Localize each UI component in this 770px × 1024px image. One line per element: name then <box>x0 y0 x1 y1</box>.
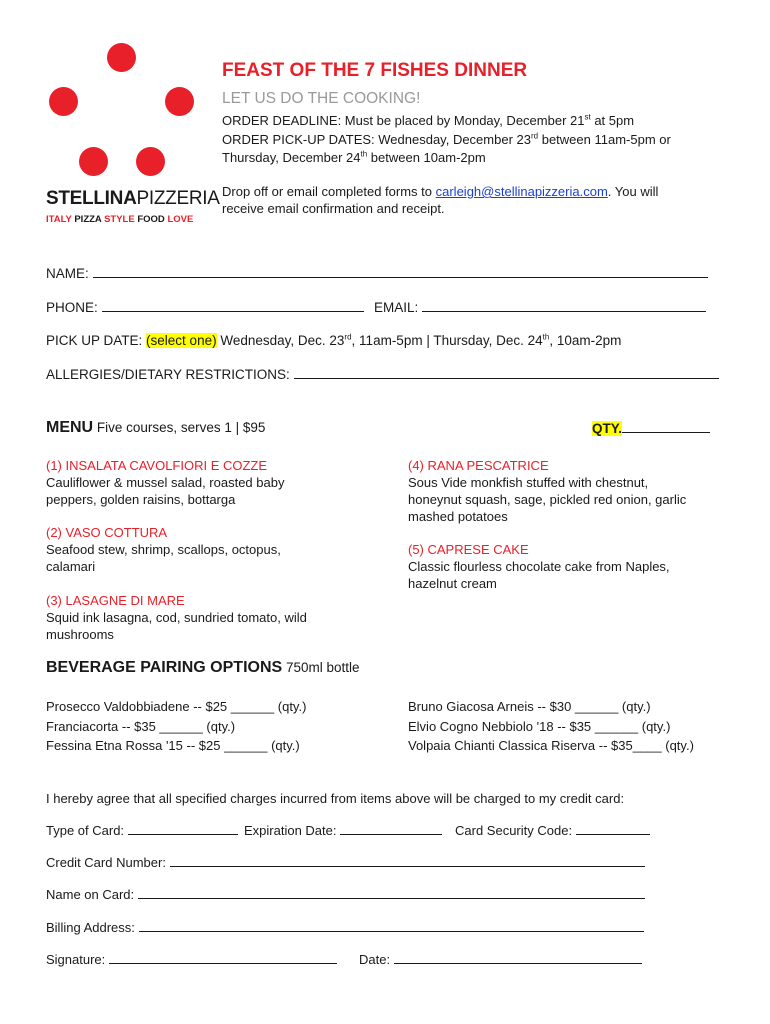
beverage-item[interactable]: Franciacorta -- $35 ______ (qty.) <box>46 718 236 734</box>
course-description: Classic flourless chocolate cake from Naples, <box>408 559 670 574</box>
course-title: (4) RANA PESCATRICE <box>408 458 549 473</box>
billing-address-field[interactable] <box>139 920 644 932</box>
logo-wordmark <box>46 188 220 210</box>
pickup-label: PICK UP DATE: <box>46 333 143 348</box>
beverage-list-left <box>46 697 306 756</box>
course-title: (3) LASAGNE DI MARE <box>46 593 185 608</box>
email-row <box>374 300 706 315</box>
logo-dot-bottom-right <box>136 147 165 176</box>
menu-course-3 <box>46 592 307 643</box>
beverage-list-right <box>408 697 694 756</box>
payment-agreement: I hereby agree that all specified charges incurred from items above will be charged to my credit card: <box>46 791 625 806</box>
allergies-field[interactable] <box>294 367 719 379</box>
menu-course-4 <box>408 457 686 525</box>
deadline-sup: st <box>584 112 591 122</box>
beverage-heading: BEVERAGE PAIRING OPTIONS <box>46 659 283 676</box>
beverage-item[interactable]: Elvio Cogno Nebbiolo '18 -- $35 ______ (qty.) <box>408 718 671 734</box>
order-deadline <box>222 113 634 128</box>
pickup-option-thursday[interactable]: $^{th}$, 10am-2pm <box>542 332 622 348</box>
email-field[interactable] <box>422 300 706 312</box>
logo-dot-right <box>165 87 194 116</box>
dropoff-text-b: . You will <box>607 184 659 199</box>
qty-field[interactable] <box>622 421 710 433</box>
course-title: (2) VASO COTTURA <box>46 525 168 540</box>
signature-row <box>46 952 337 967</box>
beverage-item[interactable]: Bruno Giacosa Arneis -- $30 ______ (qty.) <box>408 699 651 714</box>
security-code-field[interactable] <box>576 823 650 835</box>
phone-row <box>46 300 364 315</box>
card-number-row <box>46 855 645 870</box>
card-type-row <box>46 823 238 838</box>
date-field[interactable] <box>394 952 642 964</box>
tagline-food-2: FOOD <box>137 214 165 225</box>
pickup-option-wednesday[interactable]: Wednesday, Dec. 23rd, 11am-5pm | Thursday, Dec. 24 <box>216 332 543 348</box>
dropoff-instructions-line2: receive email confirmation and receipt. <box>222 201 445 216</box>
card-type-field[interactable] <box>128 823 238 835</box>
expiration-label: Expiration Date: <box>244 823 337 838</box>
pickup-text-c: Thursday, December 24 <box>222 150 361 165</box>
date-row <box>359 952 642 967</box>
name-on-card-field[interactable] <box>138 887 645 899</box>
beverage-item[interactable]: Fessina Etna Rossa '15 -- $25 ______ (qty.) <box>46 738 300 753</box>
course-description: mushrooms <box>46 627 114 642</box>
pickup-text-b: between 11am-5pm or <box>538 132 671 147</box>
menu-course-5 <box>408 541 670 592</box>
course-description: Squid ink lasagna, cod, sundried tomato, wild <box>46 610 307 625</box>
logo-dot-bottom-left <box>79 147 108 176</box>
security-code-label: Card Security Code: <box>455 823 573 838</box>
menu-course-1 <box>46 457 284 508</box>
beverage-heading-row <box>46 659 359 677</box>
card-number-label: Credit Card Number: <box>46 855 166 870</box>
pickup-sup-1: rd <box>530 131 539 141</box>
name-field[interactable] <box>93 266 708 278</box>
email-label: EMAIL: <box>374 300 419 315</box>
signature-field[interactable] <box>109 952 337 964</box>
logo-dot-top <box>107 43 136 72</box>
deadline-time: at 5pm <box>590 113 635 128</box>
course-description: Seafood stew, shrimp, scallops, octopus, <box>46 542 281 557</box>
allergies-row <box>46 367 719 382</box>
pickup-sup-2: th <box>360 149 368 159</box>
expiration-row <box>244 823 442 838</box>
menu-heading: MENU <box>46 419 94 436</box>
name-label: NAME: <box>46 266 89 281</box>
logo-brand-light: PIZZERIA <box>136 188 220 209</box>
logo-tagline <box>46 214 193 225</box>
logo-brand-bold: STELLINA <box>46 188 137 209</box>
signature-label: Signature: <box>46 952 106 967</box>
select-one-highlight: (select one) <box>146 333 217 348</box>
menu-course-2 <box>46 524 281 575</box>
page-subtitle: LET US DO THE COOKING! <box>222 90 421 107</box>
pickup-text-d: between 10am-2pm <box>367 150 486 165</box>
name-on-card-label: Name on Card: <box>46 887 135 902</box>
dropoff-text-a: Drop off or email completed forms to <box>222 184 436 199</box>
course-description: hazelnut cream <box>408 576 497 591</box>
phone-field[interactable] <box>102 300 364 312</box>
course-description: Sous Vide monkfish stuffed with chestnut, <box>408 475 649 490</box>
tagline-italy: ITALY <box>46 214 72 225</box>
logo-dot-left <box>49 87 78 116</box>
deadline-text: ORDER DEADLINE: Must be placed by Monday, December 21 <box>222 113 585 128</box>
course-title: (1) INSALATA CAVOLFIORI E COZZE <box>46 458 268 473</box>
date-label: Date: <box>359 952 391 967</box>
beverage-description: 750ml bottle <box>282 660 360 675</box>
dropoff-instructions <box>222 184 658 199</box>
phone-label: PHONE: <box>46 300 98 315</box>
course-description: calamari <box>46 559 96 574</box>
beverage-item[interactable]: Volpaia Chianti Classica Riserva -- $35____ (qty.) <box>408 738 694 753</box>
pickup-dates-line2 <box>222 150 486 165</box>
name-on-card-row <box>46 887 645 902</box>
course-description: mashed potatoes <box>408 509 508 524</box>
allergies-label: ALLERGIES/DIETARY RESTRICTIONS: <box>46 367 290 382</box>
menu-description: Five courses, serves 1 | $95 <box>93 420 266 435</box>
course-description: peppers, golden raisins, bottarga <box>46 492 236 507</box>
beverage-item[interactable]: Prosecco Valdobbiadene -- $25 ______ (qty.) <box>46 699 307 714</box>
page-title: FEAST OF THE 7 FISHES DINNER <box>222 60 528 81</box>
course-title: (5) CAPRESE CAKE <box>408 542 529 557</box>
tagline-style: STYLE <box>104 214 135 225</box>
tagline-pizza: PIZZA <box>74 214 102 225</box>
pickup-text-a: ORDER PICK-UP DATES: Wednesday, December 23 <box>222 132 531 147</box>
billing-address-label: Billing Address: <box>46 920 135 935</box>
pickup-dates <box>222 132 671 147</box>
expiration-field[interactable] <box>340 823 442 835</box>
qty-row <box>592 421 710 436</box>
email-link[interactable]: carleigh@stellinapizzeria.com <box>435 184 608 199</box>
course-description: honeynut squash, sage, pickled red onion, garlic <box>408 492 687 507</box>
course-description: Cauliflower & mussel salad, roasted baby <box>46 475 285 490</box>
pickup-date-row <box>46 333 621 348</box>
menu-heading-row <box>46 419 265 437</box>
billing-address-row <box>46 920 644 935</box>
card-type-label: Type of Card: <box>46 823 125 838</box>
qty-label: QTY. <box>592 421 623 436</box>
card-number-field[interactable] <box>170 855 645 867</box>
security-code-row <box>455 823 650 838</box>
name-row <box>46 266 708 281</box>
tagline-love: LOVE <box>167 214 194 225</box>
